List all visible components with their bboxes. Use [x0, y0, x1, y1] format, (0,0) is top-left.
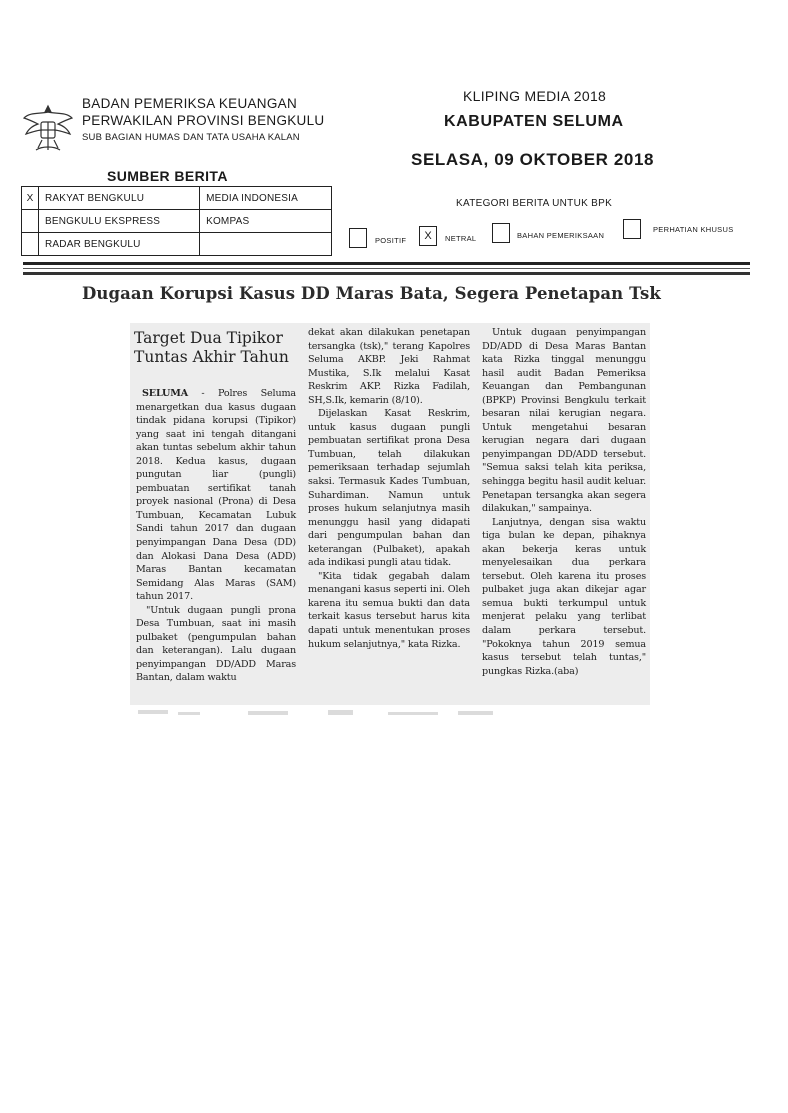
checkbox-label: PERHATIAN KHUSUS: [653, 225, 734, 234]
publication-date: SELASA, 09 OKTOBER 2018: [411, 150, 655, 169]
article-paragraph: "Untuk dugaan pungli prona Desa Tumbuan, saat ini masih pulbaket (pengumpulan bahan dan keterangan). Lalu dugaan penyimpangan DD/ADD Maras Bantan, dalam waktu: [136, 604, 296, 684]
article-paragraph: Dijelaskan Kasat Reskrim, untuk kasus dugaan pungli pembuatan sertifikat prona Desa Tumbuan, telah dilakukan pemeriksaan terhadap sejumlah saksi. Termasuk Kades Tumbuan, Suhardiman. Namun untuk proses hukum selanjutnya masih menunggu hasil yang didapati dari pengumpulan bahan dan keterangan (Pulbaket), apakah ada indikasi pungli atau tidak.: [308, 408, 470, 569]
article-dateline: SELUMA: [142, 388, 188, 399]
article-column-1: [136, 387, 296, 685]
kategori-title: KATEGORI BERITA UNTUK BPK: [456, 198, 613, 209]
checkbox-label: BAHAN PEMERIKSAAN: [517, 231, 605, 240]
scan-smudge: [128, 706, 528, 718]
table-row: [22, 210, 332, 233]
org-name: BADAN PEMERIKSA KEUANGAN: [82, 96, 298, 111]
source-name: MEDIA INDONESIA: [200, 187, 332, 210]
sumber-berita-title: SUMBER BERITA: [107, 168, 228, 184]
article-headline: Dugaan Korupsi Kasus DD Maras Bata, Segera Penetapan Tsk: [82, 284, 661, 303]
source-name: RAKYAT BENGKULU: [39, 187, 200, 210]
source-name: RADAR BENGKULU: [39, 233, 200, 256]
article-subhead: Target Dua Tipikor Tuntas Akhir Tahun: [134, 329, 289, 366]
source-name: BENGKULU EKSPRESS: [39, 210, 200, 233]
org-division: SUB BAGIAN HUMAS DAN TATA USAHA KALAN: [82, 132, 300, 143]
divider: [23, 272, 750, 275]
article-paragraph: Lanjutnya, dengan sisa waktu tiga bulan ke depan, pihaknya akan bekerja keras untuk menyelesaikan dua perkara tersebut. Oleh karena itu proses pulbaket juga akan dikejar agar semua bukti terkumpul untuk menjerat pelaku yang terlibat dalam perkara tersebut. "Pokoknya tahun 2019 semua kasus tersebut telah tuntas," pungkas Rizka.(aba): [482, 516, 646, 677]
kabupaten-title: KABUPATEN SELUMA: [444, 113, 624, 130]
article-column-2: [308, 326, 470, 651]
source-name: [200, 233, 332, 256]
article-paragraph: - Polres Seluma menargetkan dua kasus dugaan tindak pidana korupsi (Tipikor) yang saat ini tengah ditangani akan tuntas sebelum akhir tahun 2018. Kedua kasus, dugaan pungutan liar (pungli) pembuatan sertifikat tanah proyek nasional (Prona) di Desa Tumbuan, Kecamatan Lubuk Sandi tahun 2017 dan dugaan penyimpangan Dana Desa (DD) dan Alokasi Dana Desa (ADD) Maras Bantan kecamatan Semidang Alas Maras (SAM) tahun 2017.: [136, 388, 296, 603]
table-row: [22, 187, 332, 210]
checkbox-label: POSITIF: [375, 236, 407, 245]
kliping-title: KLIPING MEDIA 2018: [463, 88, 607, 104]
checkbox-perhatian-khusus[interactable]: [623, 219, 641, 239]
checkbox-label: NETRAL: [445, 234, 477, 243]
source-mark: X: [22, 187, 39, 210]
article-paragraph: "Kita tidak gegabah dalam menangani kasus seperti ini. Oleh karena itu semua bukti dan data terkait kasus tersebut harus kita dapati untuk menentukan proses hukum selanjutnya," kata Rizka.: [308, 570, 470, 650]
sumber-berita-table: [21, 186, 332, 256]
checkbox-bahan-pemeriksaan[interactable]: [492, 223, 510, 243]
table-row: [22, 233, 332, 256]
news-clipping: [130, 323, 650, 705]
checkbox-netral[interactable]: X: [419, 226, 437, 246]
source-name: KOMPAS: [200, 210, 332, 233]
article-paragraph: Untuk dugaan penyimpangan DD/ADD di Desa Maras Bantan kata Rizka tinggal menunggu hasil audit Badan Pemeriksa Keuangan dan Pembangunan (BPKP) Provinsi Bengkulu terkait besaran nilai kerugian negara. Untuk mengetahui besaran kerugian negara dari dugaan penyimpangan DD/ADD tersebut. "Semua saksi telah kita periksa, sehingga begitu hasil audit keluar. Penetapan tersangka akan segera dilakukan," sampainya.: [482, 327, 646, 515]
garuda-emblem-icon: [20, 100, 76, 156]
org-branch: PERWAKILAN PROVINSI BENGKULU: [82, 113, 325, 128]
article-column-3: [482, 326, 646, 678]
source-mark: [22, 233, 39, 256]
article-paragraph: dekat akan dilakukan penetapan tersangka (tsk)," terang Kapolres Seluma AKBP. Jeki Rahmat Mustika, S.Ik melalui Kasat Reskrim AKP. Rizka Fadilah, SH,S.Ik, kemarin (8/10).: [308, 327, 470, 406]
source-mark: [22, 210, 39, 233]
checkbox-positif[interactable]: [349, 228, 367, 248]
divider: [23, 262, 750, 265]
divider: [23, 268, 750, 269]
